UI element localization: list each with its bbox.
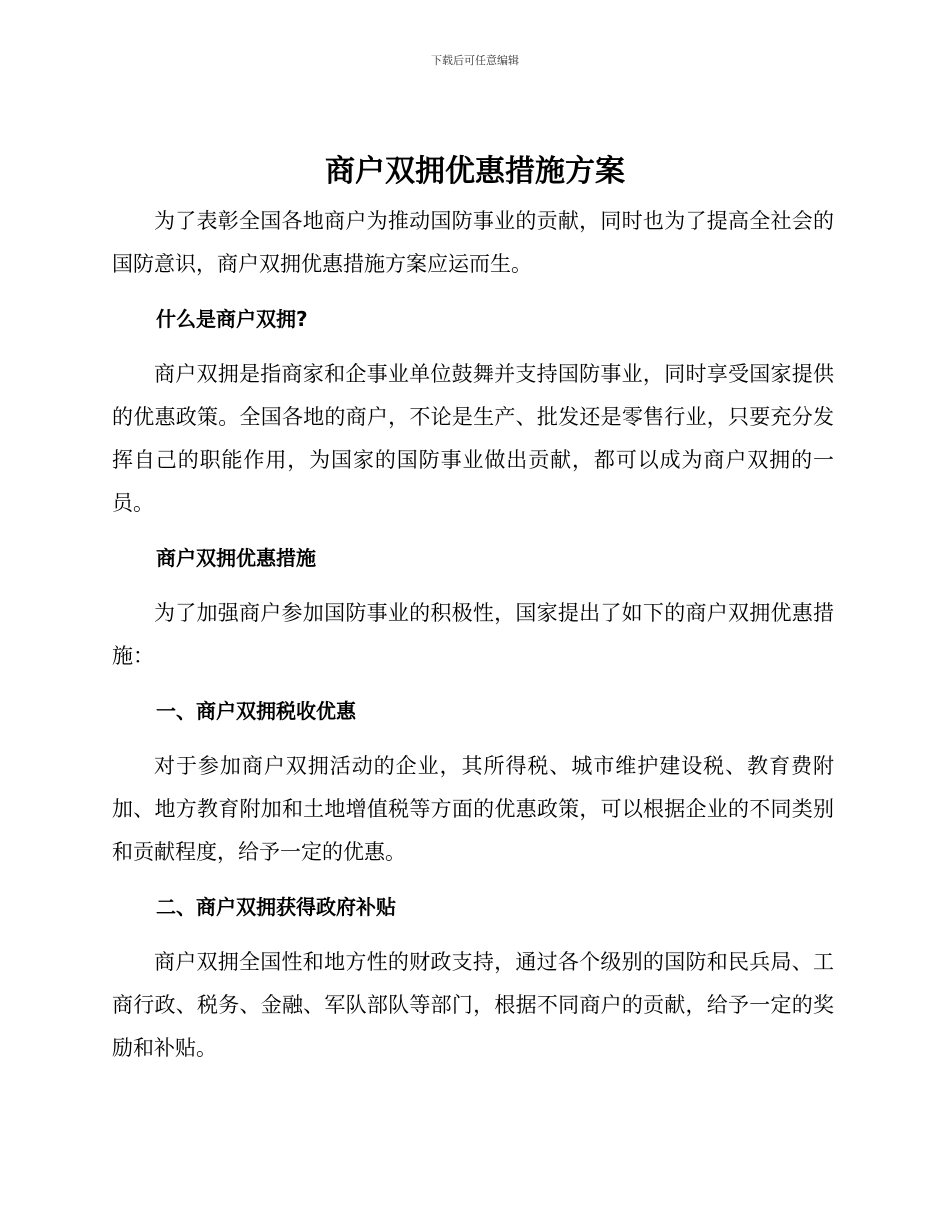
section-heading-what-is: 什么是商户双拥?	[156, 307, 308, 331]
section-heading-subsidy: 二、商户双拥获得政府补贴	[156, 895, 396, 919]
intro-paragraph: 为了表彰全国各地商户为推动国防事业的贡献，同时也为了提高全社会的国防意识，商户双拥优惠措施方案应运而生。	[112, 209, 834, 276]
section-heading-measures: 商户双拥优惠措施	[156, 546, 316, 570]
document-body	[112, 200, 834, 1082]
document-title: 商户双拥优惠措施方案	[325, 154, 625, 189]
subsidy-paragraph: 商户双拥全国性和地方性的财政支持，通过各个级别的国防和民兵局、工商行政、税务、金融、军队部队等部门，根据不同商户的贡献，给予一定的奖励和补贴。	[112, 950, 834, 1060]
section-heading-tax: 一、商户双拥税收优惠	[156, 699, 356, 723]
tax-paragraph: 对于参加商户双拥活动的企业，其所得税、城市维护建设税、教育费附加、地方教育附加和土地增值税等方面的优惠政策，可以根据企业的不同类别和贡献程度，给予一定的优惠。	[112, 754, 834, 864]
measures-intro-paragraph: 为了加强商户参加国防事业的积极性，国家提出了如下的商户双拥优惠措施：	[112, 601, 834, 668]
page-header: 下载后可任意编辑	[431, 54, 519, 67]
definition-paragraph: 商户双拥是指商家和企事业单位鼓舞并支持国防事业，同时享受国家提供的优惠政策。全国各地的商户，不论是生产、批发还是零售行业，只要充分发挥自己的职能作用，为国家的国防事业做出贡献，都可以成为商户双拥的一员。	[112, 362, 834, 515]
